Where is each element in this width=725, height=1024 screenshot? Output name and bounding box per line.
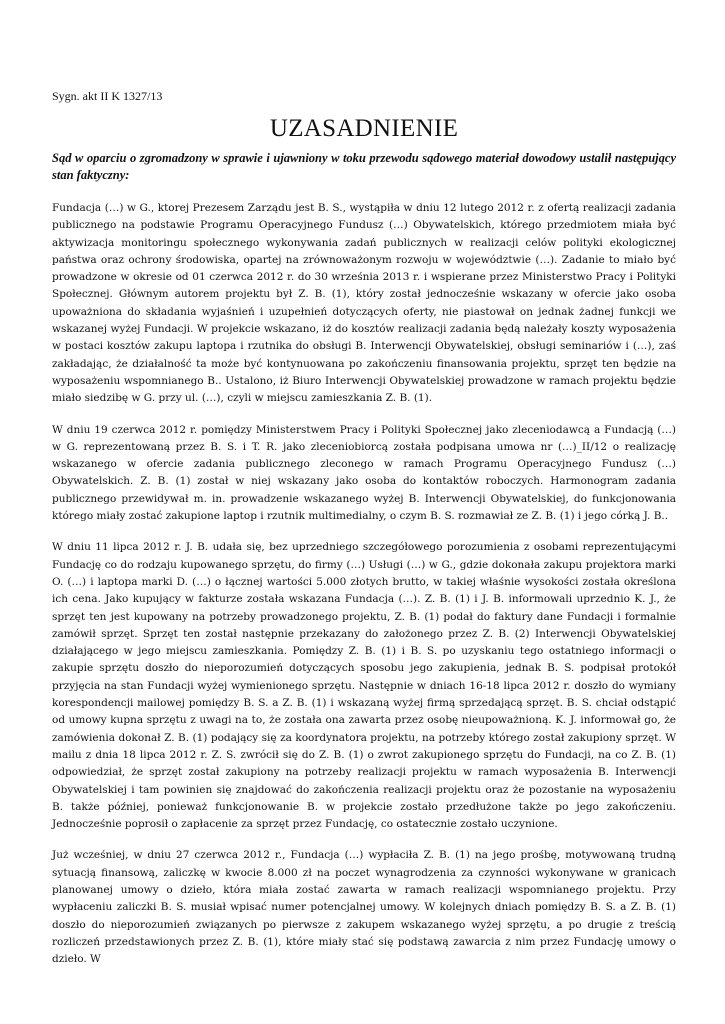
case-signature: Sygn. akt II K 1327/13 xyxy=(52,89,163,103)
paragraph-2: W dniu 19 czerwca 2012 r. pomiędzy Ministerstwem Pracy i Polityki Społecznej jako zleceniodawcą a Fundacją (…) w G. reprezentowaną przez B. S. i T. R. jako zleceniobiorcą została podpisana umowa nr (…)_II/12 o realizację wskazanego w ofercie zadania publicznego zleconego w ramach Programu Operacyjnego Fundusz (…) Obywatelskich. Z. B. (1) został w niej wskazany jako osoba do kontaktów roboczych. Harmonogram zadania publicznego przewidywał m. in. prowadzenie wskazanego wyżej B. Interwencji Obywatelskiej, do funkcjonowania którego miały zostać zakupione laptop i rzutnik multimedialny, o czym B. S. rozmawiał ze Z. B. (1) i jego córką J. B.. xyxy=(52,423,676,523)
document-page xyxy=(52,88,676,968)
intro-statement: Sąd w oparciu o zgromadzony w sprawie i ujawniony w toku przewodu sądowego materiał dowodowy ustalił następujący stan faktyczny: xyxy=(52,151,676,182)
paragraph-1: Fundacja (…) w G., ktorej Prezesem Zarządu jest B. S., wystąpiła w dniu 12 lutego 2012 r. z ofertą realizacji zadania publicznego na podstawie Programu Operacyjnego Fundusz (…) Obywatelskich, którego przedmiotem miała być aktywizacja monitoringu społecznego wykonywania zadań publicznych w realizacji celów polityki ekologicznej państwa oraz ochrony środowiska, opartej na zrównoważonym rozwoju w województwie (…). Zadanie to miało być prowadzone w okresie od 01 czerwca 2012 r. do 30 września 2013 r. i wspierane przez Ministerstwo Pracy i Polityki Społecznej. Głównym autorem projektu był Z. B. (1), który został jednocześnie wskazany w ofercie jako osoba upoważniona do składania wyjaśnień i uzupełnień dotyczących oferty, nie piastował on jednak żadnej funkcji we wskazanej wyżej Fundacji. W projekcie wskazano, iż do kosztów realizacji zadania będą należały koszty wyposażenia w postaci kosztów zakupu laptopa i rzutnika do obsługi B. Interwencji Obywatelskiej, obsługi seminariów i (…), zaś zakładając, że działalność ta może być kontynuowana po zakończeniu finansowania projektu, sprzęt ten będzie na wyposażeniu wspomnianego B.. Ustalono, iż Biuro Interwencji Obywatelskiej prowadzone w ramach projektu będzie miało siedzibę w G. przy ul. (…), czyli w miejscu zamieszkania Z. B. (1). xyxy=(52,202,676,405)
page-title: UZASADNIENIE xyxy=(269,115,459,142)
paragraph-4: Już wcześniej, w dniu 27 czerwca 2012 r., Fundacja (…) wypłaciła Z. B. (1) na jego prośbę, motywowaną trudną sytuacją finansową, zaliczkę w kwocie 8.000 zł na poczet wynagrodzenia za czynności wykonywane w granicach planowanej umowy o dzieło, która miała zostać zawarta w ramach realizacji wspomnianego projektu. Przy wypłaceniu zaliczki B. S. musiał wpisać numer potencjalnej umowy. W kolejnych dniach pomiędzy B. S. a Z. B. (1) doszło do nieporozumień związanych po pierwsze z zakupem wskazanego wyżej sprzętu, a po drugie z treścią rozliczeń przedstawionych przez Z. B. (1), które miały stać się podstawą zawarcia z nim przez Fundację umowy o dzieło. W xyxy=(52,849,676,966)
paragraph-3: W dniu 11 lipca 2012 r. J. B. udała się, bez uprzedniego szczegółowego porozumienia z osobami reprezentującymi Fundację co do rodzaju kupowanego sprzętu, do firmy (…) Usługi (…) w G., gdzie dokonała zakupu projektora marki O. (…) i laptopa marki D. (…) o łącznej wartości 5.000 złotych brutto, w takiej właśnie wysokości została określona ich cena. Jako kupujący w fakturze została wskazana Fundacja (…). Z. B. (1) i J. B. informowali uprzednio K. J., że sprzęt ten jest kupowany na potrzeby prowadzonego projektu, Z. B. (1) podał do faktury dane Fundacji i formalnie zamówił sprzęt. Sprzęt ten został następnie przekazany do założonego przez Z. B. (2) Interwencji Obywatelskiej działającego w jego miejscu zamieszkania. Pomiędzy Z. B. (1) i B. S. po uzyskaniu tego ostatniego informacji o zakupie sprzętu doszło do nieporozumień dotyczących sposobu jego zakupienia, jednak B. S. podpisał protokół przyjęcia na stan Fundacji wyżej wymienionego sprzętu. Następnie w dniach 16-18 lipca 2012 r. doszło do wymiany korespondencji mailowej pomiędzy B. S. a Z. B. (1) i wskazaną wyżej firmą sprzedającą sprzęt. B. S. chciał odstąpić od umowy kupna sprzętu z uwagi na to, że została ona zawarta przez osobę nieupoważnioną. K. J. informował go, że zamówienia dokonał Z. B. (1) podający się za koordynatora projektu, na potrzeby którego został zakupiony sprzęt. W mailu z dnia 18 lipca 2012 r. Z. S. zwrócił się do Z. B. (1) o zwrot zakupionego sprzętu do Fundacji, na co Z. B. (1) odpowiedział, że sprzęt został zakupiony na potrzeby realizacji projektu w ramach wyposażenia B. Interwencji Obywatelskiej i tam powinien się znajdować do zakończenia realizacji projektu oraz że pozostanie na wyposażeniu B. także później, ponieważ funkcjonowanie B. w projekcie zostało przedłużone także po jego zakończeniu. Jednocześnie poprosił o zapłacenie za sprzęt przez Fundację, co ostatecznie zostało uczynione. xyxy=(52,541,676,831)
